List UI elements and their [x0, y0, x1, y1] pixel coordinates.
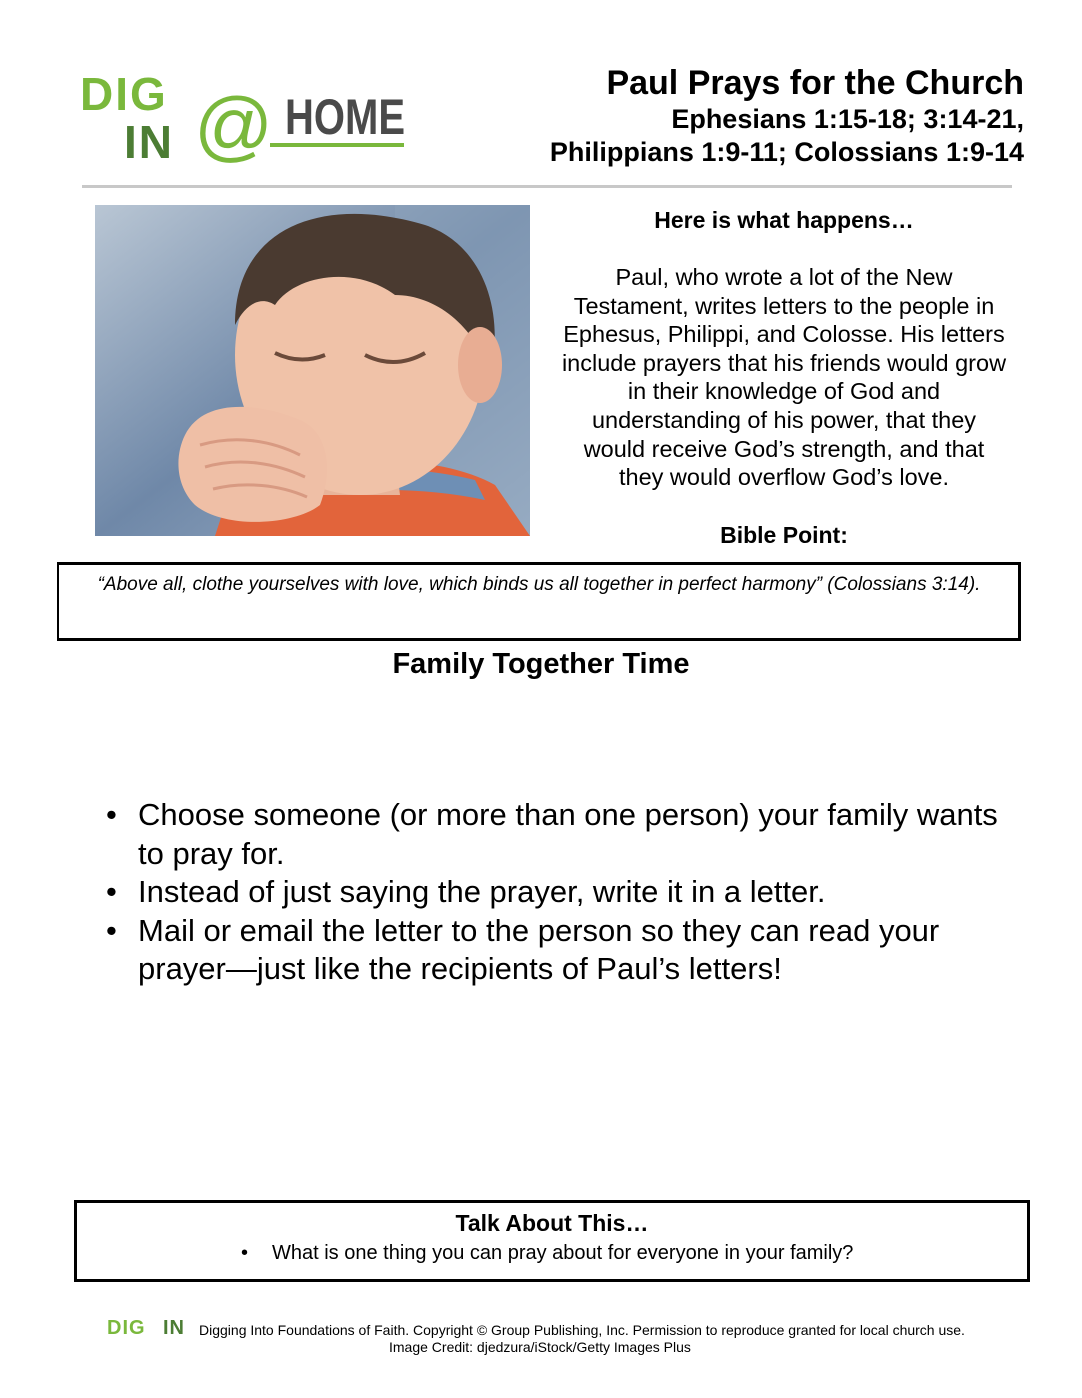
list-item [100, 912, 1000, 989]
footer-copyright: Digging Into Foundations of Faith. Copyright © Group Publishing, Inc. Permission to reproduce granted for local church use. [199, 1322, 965, 1338]
logo-at-symbol: @ [194, 81, 274, 169]
discussion-question: What is one thing you can pray about for everyone in your family? [272, 1242, 854, 1264]
activity-text: Mail or email the letter to the person so they can read your prayer—just like the recipients of Paul’s letters! [138, 912, 940, 986]
list-item [100, 796, 1000, 873]
what-happens-heading: Here is what happens… [654, 207, 914, 233]
header-divider [82, 185, 1012, 188]
family-together-time-heading: Family Together Time [392, 648, 690, 680]
story-summary: Paul, who wrote a lot of the New Testament, writes letters to the people in Ephesus, Philippi, and Colosse. His letters include prayers that his friends would grow in their knowledge of God and understanding of his power, that they would receive God’s strength, and that they would overflow God’s love. [561, 264, 1007, 491]
bullet-icon: • [106, 874, 117, 909]
boy-praying-image [95, 205, 530, 536]
logo-home-text: HOME [285, 89, 405, 145]
activity-text: Choose someone (or more than one person) your family wants to pray for. [138, 797, 998, 871]
bible-verse: “Above all, clothe yourselves with love, which binds us all together in perfect harmony” (Colossians 3:14). [97, 574, 981, 595]
bullet-icon: • [106, 797, 117, 832]
footer-logo-dig: DIG [107, 1317, 146, 1339]
activity-list [100, 796, 1000, 989]
footer-image-credit: Image Credit: djedzura/iStock/Getty Images Plus [389, 1339, 691, 1355]
page-title: Paul Prays for the Church [606, 64, 1024, 102]
logo-in-text: IN [124, 116, 174, 168]
scripture-reference-line-1: Ephesians 1:15-18; 3:14-21, [671, 104, 1024, 134]
logo-dig-text: DIG [80, 68, 168, 120]
scripture-reference-line-2: Philippians 1:9-11; Colossians 1:9-14 [549, 137, 1024, 167]
talk-about-heading: Talk About This… [455, 1210, 649, 1236]
bullet-icon: • [241, 1242, 249, 1264]
footer-logo-in: IN [163, 1317, 185, 1339]
activity-text: Instead of just saying the prayer, write it in a letter. [138, 874, 826, 909]
bullet-icon: • [106, 912, 117, 948]
list-item [100, 873, 1000, 912]
footer-dig-in-logo [107, 1316, 193, 1338]
dig-in-at-home-logo [80, 68, 410, 169]
bible-point-label: Bible Point: [720, 522, 848, 548]
